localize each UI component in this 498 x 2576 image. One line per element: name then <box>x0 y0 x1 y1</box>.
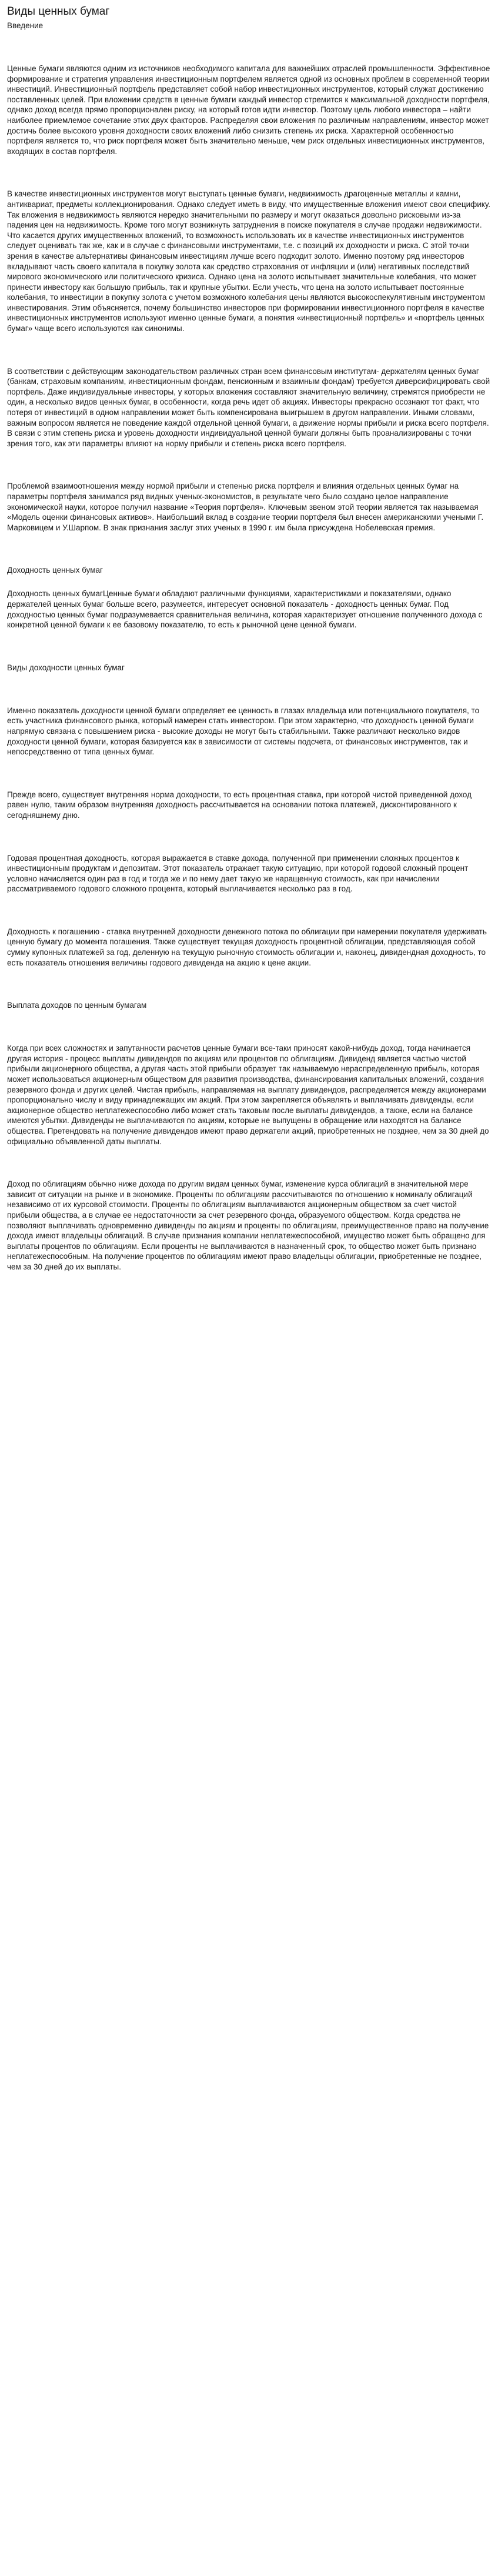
section3-paragraph-1: Когда при всех сложностях и запутанности расчетов ценные бумаги все-таки приносят какой-нибудь доход, тогда начинается другая история - процесс выплаты дивидендов по акциям или процентов по облигациям. Дивиденд является частью чистой прибыли акционерного общества, а другая часть этой прибыли образует так называемую нераспределенную прибыль, которая может использоваться акционерным обществом для развития производства, финансирования капитальных вложений, создания резервного фонда и других целей. Чистая прибыль, направляемая на выплату дивидендов, распределяется между акционерами пропорционально числу и виду принадлежащих им акций. При этом закрепляется объявлять и выплачивать дивиденды, если акционерное общество неплатежеспособно либо может стать таковым после выплаты дивидендов, а также, если на балансе имеются убытки. Дивиденды не выплачиваются по акциям, которые не выпущены в обращение или находятся на балансе общества. Претендовать на получение дивидендов имеют право держатели акций, приобретенных не позднее, чем за 30 дней до официально объявленной даты выплаты. <box>7 1044 489 1146</box>
spacer <box>7 533 491 565</box>
spacer <box>7 630 491 663</box>
spacer <box>7 1147 491 1179</box>
spacer <box>7 156 491 189</box>
section2-paragraph-1: Именно показатель доходности ценной бумаги определяет ее ценность в глазах владельца или потенциального покупателя, то есть участника финансового рынка, который намерен стать инвестором. При этом характерно, что доходность ценной бумаги напрямую связана с повышением риска - высокие доходы не могут быть стабильными. Также различают несколько видов доходности ценной бумаги, которая базируется как в зависимости от системы подсчета, от финансовых инструментов, так и непосредственно от типа ценных бумаг. <box>7 706 480 757</box>
spacer <box>7 968 491 1000</box>
page-subtitle: Введение <box>7 21 44 30</box>
spacer <box>7 449 491 481</box>
spacer <box>7 31 491 64</box>
section2-paragraph-4: Доходность к погашению - ставка внутренней доходности денежного потока по облигации при намерении покупателя удерживать ценную бумагу до момента погашения. Также существует текущая доходность процентной облигации, представляющая собой сумму купонных платежей за год, деленную на текущую рыночную стоимость облигации и, наконец, дивидендная доходность, то есть показатель отношения величины годового дивиденда на акцию к цене акции. <box>7 927 487 967</box>
intro-paragraph-1: Ценные бумаги являются одним из источников необходимого капитала для важнейших отраслей промышленности. Эффективное формирование и стратегия управления инвестиционным портфелем является одной из основных проблем в современной теории инвестиций. Инвестиционный портфель представляет собой набор инвестиционных инструментов, который служат достижению поставленных целей. При вложении средств в ценные бумаги каждый инвестор стремится к максимальной доходности портфеля, однако доход всегда прямо пропорционален риску, на который готов идти инвестор. Поэтому цель любого инвестора – найти наиболее приемлемое сочетание этих двух факторов. Распределяя свои вложения по различным направлениям, инвестор может достичь более высокого уровня доходности своих вложений либо снизить степень их риска. Характерной особенностью портфеля является то, что риск портфеля может быть значительно меньше, чем риск отдельных инвестиционных инструментов, входящих в состав портфеля. <box>7 64 490 156</box>
spacer <box>7 334 491 366</box>
spacer <box>7 757 491 790</box>
spacer <box>7 576 491 589</box>
intro-paragraph-2: В качестве инвестиционных инструментов могут выступать ценные бумаги, недвижимость драгоценные металлы и камни, антиквариат, предметы коллекционирования. Однако следует иметь в виду, что имущественные вложения имеют свои специфику. Так вложения в недвижимость являются нередко значительными по размеру и могут оказаться довольно рисковыми из-за падения цен на недвижимость. Кроме того могут возникнуть затруднения в поиске покупателя в случае продажи недвижимости. Что касается других имущественных вложений, то возможность использовать их в качестве инвестиционных инструментов следует оценивать так же, как и в случае с финансовыми инструментами, т.е. с позиций их доходности и риска. С этой точки зрения в качестве альтернативы финансовым инвестициям лучше всего подходит золото. Именно поэтому ряд инвесторов вкладывают часть своего капитала в покупку золота как средство страхования от инфляции и (или) негативных последствий мирового экономического или политического кризиса. Однако цена на золото испытывает значительные колебания, что может принести инвестору как большую прибыль, так и крупные убытки. Если учесть, что цена на золото испытывает постоянные колебания, то инвестиции в покупку золота с учетом возможного колебания цены являются высокоспекулятивным инструментом инвестирования. Этим объясняется, почему большинство инвесторов при формировании инвестиционного портфеля в качестве инвестиционных инструментов используют именно ценные бумаги, а понятия «инвестиционный портфель» и «портфель ценных бумаг» чаще всего используются как синонимы. <box>7 189 491 333</box>
document-page <box>0 0 498 1272</box>
section1-paragraph-1: Доходность ценных бумагЦенные бумаги обладают различными функциями, характеристиками и показателями, однако держателей ценных бумаг больше всего, разумеется, интересует основной показатель - доходность ценных бумаг. Под доходностью ценных бумаг подразумевается сравнительная величина, которая характеризует отношение полученного дохода с конкретной ценной бумаги к ее базовому показателю, то есть к рыночной цене ценной бумаги. <box>7 589 483 630</box>
section-heading-profitability-types: Виды доходности ценных бумаг <box>7 663 125 672</box>
spacer <box>7 894 491 927</box>
section-heading-income-payment: Выплата доходов по ценным бумагам <box>7 1001 147 1010</box>
section2-paragraph-2: Прежде всего, существует внутренняя норма доходности, то есть процентная ставка, при которой чистой приведенной доход равен нулю, таким образом внутренняя доходность рассчитывается на основании потока платежей, дисконтированного к сегодняшнему дню. <box>7 790 472 820</box>
section2-paragraph-3: Годовая процентная доходность, которая выражается в ставке дохода, полученной при применении сложных процентов к инвестиционным продуктам и депозитам. Этот показатель отражает такую ситуацию, при которой годовой сложный процент условно начисляется один раз в год и тогда же и по нему дает такую же наращенную стоимость, как при начислении рассматриваемого годового сложного процента, который выплачивается несколько раз в год. <box>7 853 469 894</box>
intro-paragraph-3: В соответствии с действующим законодательством различных стран всем финансовым институтам- держателям ценных бумаг (банкам, страховым компаниям, инвестиционным фондам, пенсионным и взаимным фондам) требуется диверсифицировать свой портфель. Даже индивидуальные инвесторы, у которых вложения составляют значительную величину, стремятся приобрести не один, а несколько видов ценных бумаг, в особенности, когда речь идет об акциях. Инвесторы прекрасно осознают тот факт, что потеря от инвестиций в одном направлении может быть компенсирована выигрышем в другом направлении. Иными словами, важным вопросом является не поведение каждой отдельной ценной бумаги, а движение нормы прибыли и риска всего портфеля. В связи с этим степень риска и уровень доходности индивидуальной ценной бумаги должны быть проанализированы с точки зрения того, как эти параметры влияют на норму прибыли и степень риска всего портфеля. <box>7 366 490 448</box>
page-title: Виды ценных бумаг <box>7 5 110 18</box>
section-heading-profitability: Доходность ценных бумаг <box>7 566 103 575</box>
section3-paragraph-2: Доход по облигациям обычно ниже дохода по другим видам ценных бумаг, изменение курса облигаций в значительной мере зависит от ситуации на рынке и в экономике. Проценты по облигациям рассчитываются по отношению к номиналу облигаций независимо от их курсовой стоимости. Проценты по облигациям выплачиваются акционерным обществом за счет чистой прибыли общества, а в случае ее недостаточности за счет резервного фонда, образуемого обществом. Когда средства не позволяют выплачивать одновременно дивиденды по акциям и проценты по облигациям, преимущественное право на получение дохода имеют владельцы облигаций. В случае признания компании неплатежеспособной, имущество может быть обращено для выплаты процентов по облигациям. Если проценты не выплачиваются в назначенный срок, то общество может быть признано неплатежеспособным. На получение процентов по облигациям имеют право владельцы облигации, приобретенные не позднее, чем за 30 дней до их выплаты. <box>7 1180 489 1271</box>
spacer <box>7 673 491 706</box>
intro-paragraph-4: Проблемой взаимоотношения между нормой прибыли и степенью риска портфеля и влияния отдельных ценных бумаг на параметры портфеля занимался ряд видных ученых-экономистов, в результате чего было создано целое направление экономической науки, которое получил название «Теория портфеля». Ключевым звеном этой теории является так называемая «Модель оценки финансовых активов». Наибольший вклад в создание теории портфеля был внесен американскими учеными Г. Марковицем и У.Шарпом. В знак признания заслуг этих ученых в 1990 г. им была присуждена Нобелевская премия. <box>7 482 484 532</box>
spacer <box>7 821 491 853</box>
spacer <box>7 1011 491 1043</box>
